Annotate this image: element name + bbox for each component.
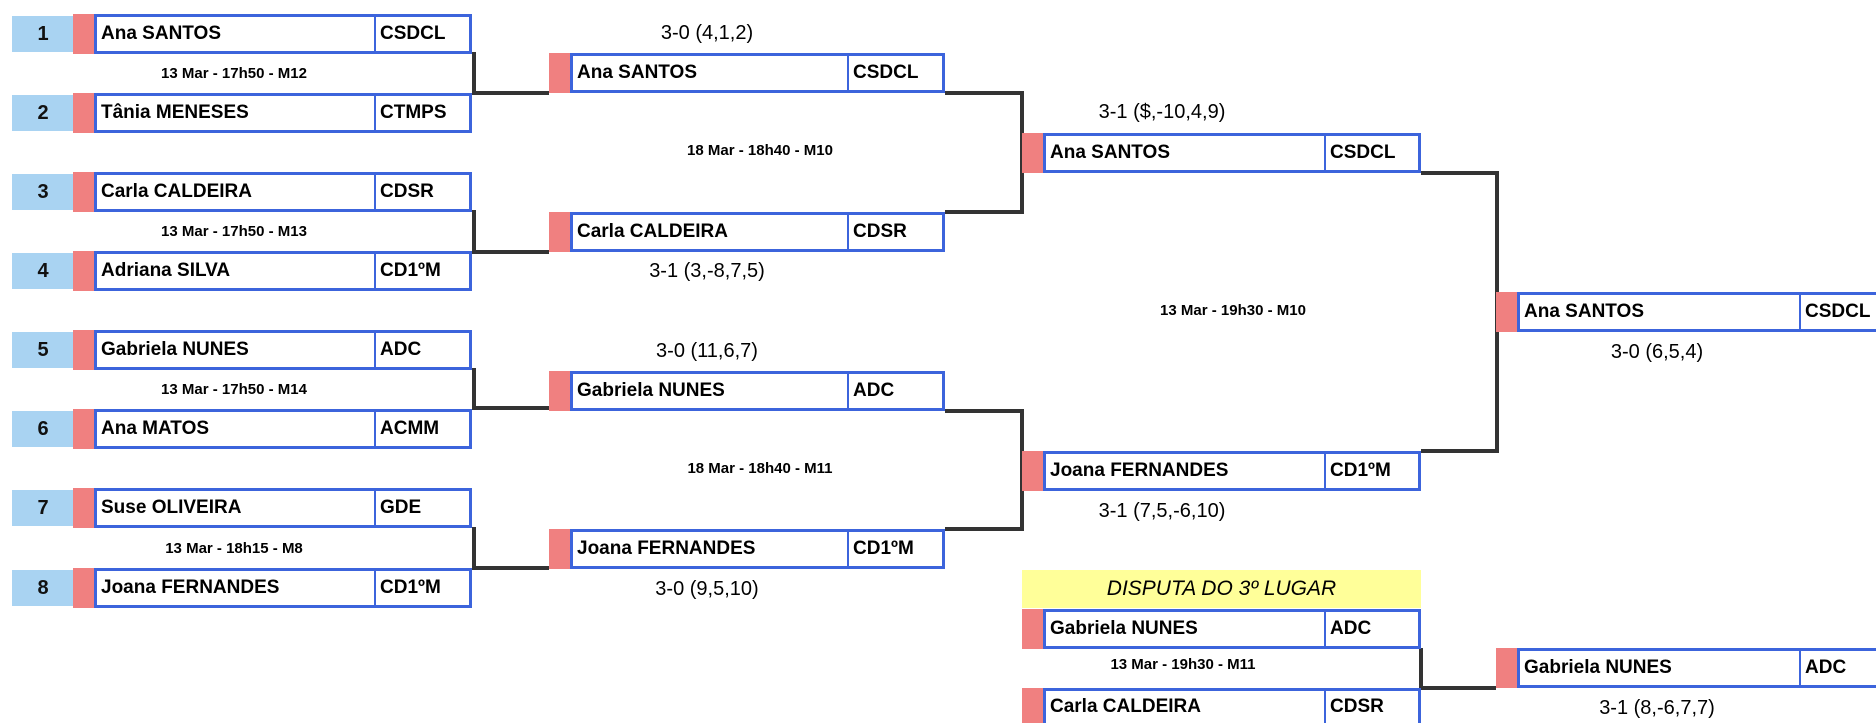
match-info: 13 Mar - 18h15 - M8	[165, 540, 303, 557]
player-marker	[73, 330, 94, 370]
player-name: Gabriela NUNES	[1050, 618, 1198, 639]
player-marker	[549, 529, 570, 569]
player-name: Gabriela NUNES	[101, 339, 249, 360]
match-score: 3-1 (8,-6,7,7)	[1599, 697, 1715, 719]
match-score: 3-0 (11,6,7)	[656, 340, 758, 362]
player-box	[94, 14, 472, 54]
match-score: 3-1 (7,5,-6,10)	[1098, 500, 1226, 522]
player-club: CDSR	[1324, 691, 1418, 723]
player-club: CSDCL	[374, 17, 469, 51]
connector-m8	[472, 529, 549, 568]
player-name: Suse OLIVEIRA	[101, 497, 242, 518]
player-club: CSDCL	[1799, 295, 1876, 329]
player-club: GDE	[374, 491, 469, 525]
player-club: ACMM	[374, 412, 469, 446]
player-marker	[549, 371, 570, 411]
player-box	[94, 568, 472, 608]
connector-m13	[472, 212, 549, 252]
player-name: Tânia MENESES	[101, 102, 249, 123]
seed-badge: 2	[12, 95, 74, 131]
player-marker	[1022, 609, 1043, 649]
seed-badge: 3	[12, 174, 74, 210]
connector-m12	[472, 54, 549, 93]
player-box	[1043, 688, 1421, 723]
player-marker	[549, 53, 570, 93]
match-info: 13 Mar - 17h50 - M12	[161, 65, 307, 82]
player-marker	[73, 488, 94, 528]
player-box	[1517, 648, 1876, 688]
player-club: CD1ºM	[1324, 454, 1418, 488]
seed-badge: 6	[12, 411, 74, 447]
connector-m10	[945, 93, 1022, 212]
player-box	[570, 371, 945, 411]
player-box	[1043, 451, 1421, 491]
player-marker	[73, 93, 94, 133]
player-box	[570, 53, 945, 93]
player-marker	[1022, 133, 1043, 173]
champion-box	[1517, 292, 1876, 332]
seed-badge: 7	[12, 490, 74, 526]
connector-final	[1421, 173, 1497, 451]
player-club: CD1ºM	[847, 532, 942, 566]
player-name: Joana FERNANDES	[1050, 460, 1229, 481]
player-name: Ana SANTOS	[1524, 301, 1645, 322]
match-info: 13 Mar - 17h50 - M14	[161, 381, 307, 398]
player-marker	[73, 14, 94, 54]
match-score: 3-1 ($,-10,4,9)	[1098, 101, 1226, 123]
match-score: 3-1 (3,-8,7,5)	[649, 260, 765, 282]
player-club: CD1ºM	[374, 254, 469, 288]
player-marker	[1022, 688, 1043, 723]
player-club: CTMPS	[374, 96, 469, 130]
match-info: 13 Mar - 19h30 - M10	[1160, 302, 1306, 319]
player-name: Ana SANTOS	[1050, 142, 1171, 163]
player-club: CD1ºM	[374, 571, 469, 605]
player-marker	[73, 251, 94, 291]
connector-m14	[472, 370, 549, 408]
player-name: Adriana SILVA	[101, 260, 231, 281]
player-marker	[73, 409, 94, 449]
player-box	[1043, 609, 1421, 649]
player-name: Carla CALDEIRA	[101, 181, 252, 202]
player-box	[94, 409, 472, 449]
player-club: CSDCL	[1324, 136, 1418, 170]
third-place-title: DISPUTA DO 3º LUGAR	[1022, 570, 1421, 608]
player-club: CDSR	[847, 215, 942, 249]
match-score: 3-0 (9,5,10)	[655, 578, 759, 600]
player-name: Carla CALDEIRA	[1050, 696, 1201, 717]
player-marker	[1022, 451, 1043, 491]
player-club: CDSR	[374, 175, 469, 209]
player-club: ADC	[374, 333, 469, 367]
match-info: 18 Mar - 18h40 - M11	[687, 460, 833, 477]
player-name: Ana MATOS	[101, 418, 210, 439]
seed-badge: 8	[12, 570, 74, 606]
player-box	[570, 529, 945, 569]
seed-badge: 1	[12, 16, 74, 52]
player-name: Gabriela NUNES	[1524, 657, 1672, 678]
player-box	[94, 488, 472, 528]
player-name: Ana SANTOS	[101, 23, 222, 44]
player-box	[1043, 133, 1421, 173]
seed-badge: 5	[12, 332, 74, 368]
player-box	[570, 212, 945, 252]
player-name: Carla CALDEIRA	[577, 221, 728, 242]
match-info: 13 Mar - 19h30 - M11	[1110, 656, 1256, 673]
player-name: Joana FERNANDES	[101, 577, 280, 598]
match-score: 3-0 (6,5,4)	[1610, 341, 1704, 363]
player-marker	[73, 568, 94, 608]
player-box	[94, 330, 472, 370]
player-club: CSDCL	[847, 56, 942, 90]
player-box	[94, 93, 472, 133]
player-marker	[1496, 292, 1517, 332]
player-marker	[73, 172, 94, 212]
player-name: Ana SANTOS	[577, 62, 698, 83]
player-box	[94, 172, 472, 212]
player-name: Joana FERNANDES	[577, 538, 756, 559]
player-club: ADC	[1799, 651, 1876, 685]
player-name: Gabriela NUNES	[577, 380, 725, 401]
player-box	[94, 251, 472, 291]
connector-m11	[945, 411, 1022, 529]
match-info: 13 Mar - 17h50 - M13	[161, 223, 307, 240]
connector-third	[1421, 648, 1496, 688]
match-score: 3-0 (4,1,2)	[660, 22, 754, 44]
player-club: ADC	[847, 374, 942, 408]
match-info: 18 Mar - 18h40 - M10	[687, 142, 833, 159]
player-marker	[549, 212, 570, 252]
player-club: ADC	[1324, 612, 1418, 646]
player-marker	[1496, 648, 1517, 688]
seed-badge: 4	[12, 253, 74, 289]
